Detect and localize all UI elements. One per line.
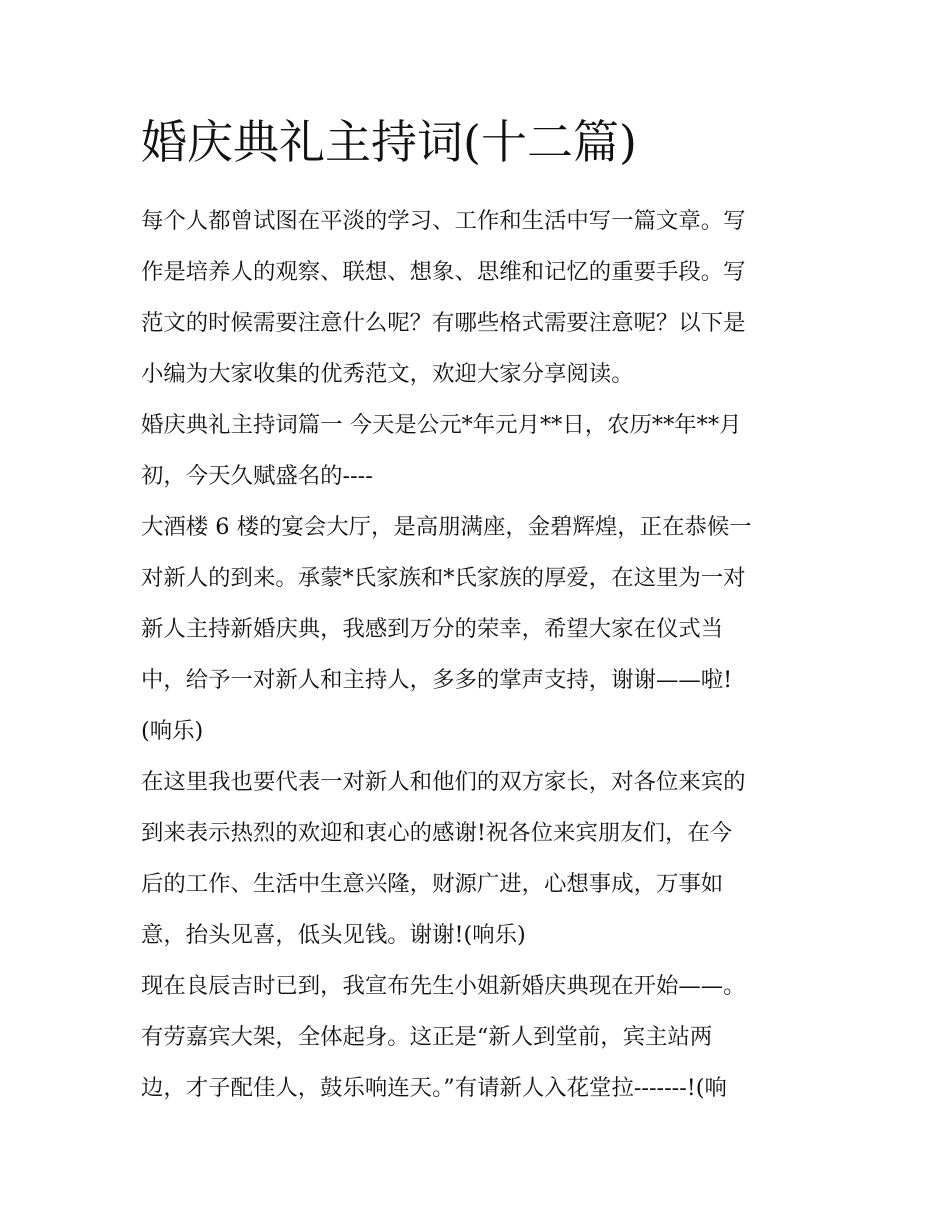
body-line: 在这里我也要代表一对新人和他们的双方家长，对各位来宾的 <box>141 769 746 795</box>
body-line: 现在良辰吉时已到，我宣布先生小姐新婚庆典现在开始——。 <box>141 973 746 999</box>
body-line: 初，今天久赋盛名的---- <box>141 463 373 489</box>
body-line: 范文的时候需要注意什么呢？有哪些格式需要注意呢？以下是 <box>141 310 746 336</box>
body-line: 作是培养人的观察、联想、想象、思维和记忆的重要手段。写 <box>141 259 746 285</box>
body-line: 新人主持新婚庆典，我感到万分的荣幸，希望大家在仪式当 <box>141 616 724 642</box>
body-line: 到来表示热烈的欢迎和衷心的感谢!祝各位来宾朋友们，在今 <box>141 820 733 846</box>
body-line: 大酒楼 6 楼的宴会大厅，是高朋满座，金碧辉煌，正在恭候一 <box>141 514 752 540</box>
body-line: 对新人的到来。承蒙*氏家族和*氏家族的厚爱，在这里为一对 <box>141 565 746 591</box>
body-line: 每个人都曾试图在平淡的学习、工作和生活中写一篇文章。写 <box>141 208 746 234</box>
body-line: 边，才子配佳人，鼓乐响连天。”有请新人入花堂拉-------!(响 <box>141 1075 727 1101</box>
body-line: (响乐) <box>141 718 204 744</box>
body-line: 后的工作、生活中生意兴隆，财源广进，心想事成，万事如 <box>141 871 724 897</box>
body-line: 中，给予一对新人和主持人，多多的掌声支持，谢谢——啦! <box>141 667 733 693</box>
body-line: 意，抬头见喜，低头见钱。谢谢!(响乐) <box>141 922 526 948</box>
body-line: 婚庆典礼主持词篇一 今天是公元*年元月**日，农历**年**月 <box>141 412 742 438</box>
document-title: 婚庆典礼主持词(十二篇) <box>141 115 637 169</box>
body-line: 小编为大家收集的优秀范文，欢迎大家分享阅读。 <box>141 361 634 387</box>
body-line: 有劳嘉宾大架，全体起身。这正是“新人到堂前，宾主站两 <box>141 1024 713 1050</box>
